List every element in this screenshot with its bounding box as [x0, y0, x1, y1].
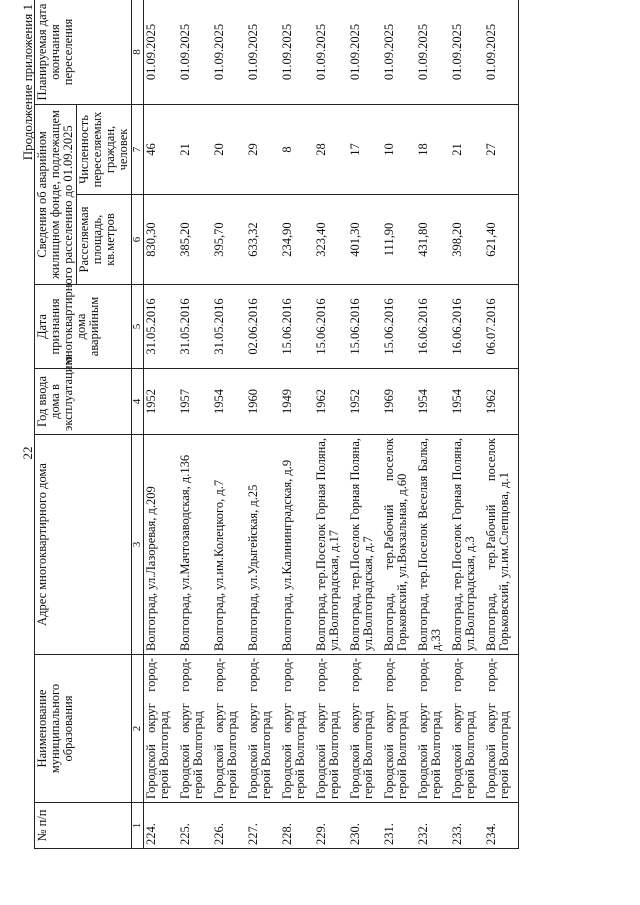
year-cell: 1954	[212, 369, 246, 435]
municipality-cell: Городской округ город-герой Волгоград	[212, 655, 246, 803]
table-row	[484, 0, 519, 849]
people-cell: 21	[178, 104, 212, 194]
year-cell: 1962	[314, 369, 348, 435]
area-cell: 111,90	[382, 195, 416, 285]
people-cell: 46	[144, 104, 179, 194]
people-cell: 29	[246, 104, 280, 194]
planned-date-cell: 01.09.2025	[178, 0, 212, 104]
area-cell: 830,30	[144, 195, 179, 285]
people-cell: 28	[314, 104, 348, 194]
area-cell: 431,80	[416, 195, 450, 285]
municipality-cell: Городской округ город-герой Волгоград	[484, 655, 519, 803]
address-cell: Волгоград, ул.Калининградская, д.9	[280, 435, 314, 655]
row-number: 233.	[450, 803, 484, 849]
column-number: 6	[132, 195, 144, 285]
municipality-cell: Городской округ город-герой Волгоград	[416, 655, 450, 803]
address-cell: Волгоград, ул.Удыгейская, д.25	[246, 435, 280, 655]
people-cell: 18	[416, 104, 450, 194]
header-municipality: Наименование муниципального образования	[35, 655, 132, 803]
year-cell: 1954	[450, 369, 484, 435]
column-number: 4	[132, 369, 144, 435]
table-row	[212, 0, 246, 849]
table-row	[178, 0, 212, 849]
planned-date-cell: 01.09.2025	[484, 0, 519, 104]
column-number: 8	[132, 0, 144, 104]
recognition-date-cell: 31.05.2016	[178, 285, 212, 369]
header-area: Расселяемая площадь, кв.метров	[77, 195, 132, 285]
planned-date-cell: 01.09.2025	[314, 0, 348, 104]
planned-date-cell: 01.09.2025	[280, 0, 314, 104]
year-cell: 1949	[280, 369, 314, 435]
recognition-date-cell: 31.05.2016	[212, 285, 246, 369]
year-cell: 1952	[144, 369, 179, 435]
header-year: Год ввода дома в эксплуатацию	[35, 369, 132, 435]
municipality-cell: Городской округ город-герой Волгоград	[178, 655, 212, 803]
header-address: Адрес многоквартирного дома	[35, 435, 132, 655]
people-cell: 20	[212, 104, 246, 194]
recognition-date-cell: 16.06.2016	[416, 285, 450, 369]
header-num: № п/п	[35, 803, 132, 849]
area-cell: 633,32	[246, 195, 280, 285]
recognition-date-cell: 15.06.2016	[280, 285, 314, 369]
address-cell: Волгоград, тер.Поселок Веселая Балка, д.33	[416, 435, 450, 655]
area-cell: 395,70	[212, 195, 246, 285]
recognition-date-cell: 16.06.2016	[450, 285, 484, 369]
row-number: 232.	[416, 803, 450, 849]
address-cell: Волгоград, ул.Лазоревая, д.209	[144, 435, 179, 655]
table-row	[314, 0, 348, 849]
planned-date-cell: 01.09.2025	[450, 0, 484, 104]
table-row	[416, 0, 450, 849]
people-cell: 27	[484, 104, 519, 194]
column-number: 3	[132, 435, 144, 655]
year-cell: 1960	[246, 369, 280, 435]
recognition-date-cell: 06.07.2016	[484, 285, 519, 369]
address-cell: Волгоград, тер.Поселок Горная Поляна, ул.Волгоградская, д.17	[314, 435, 348, 655]
recognition-date-cell: 15.06.2016	[382, 285, 416, 369]
table-row	[280, 0, 314, 849]
row-number: 224.	[144, 803, 179, 849]
row-number: 234.	[484, 803, 519, 849]
row-number: 227.	[246, 803, 280, 849]
row-number: 231.	[382, 803, 416, 849]
planned-date-cell: 01.09.2025	[144, 0, 179, 104]
address-cell: Волгоград, ул.Мачтозаводская, д.136	[178, 435, 212, 655]
year-cell: 1954	[416, 369, 450, 435]
people-cell: 21	[450, 104, 484, 194]
table-row	[382, 0, 416, 849]
people-cell: 17	[348, 104, 382, 194]
area-cell: 234,90	[280, 195, 314, 285]
people-cell: 8	[280, 104, 314, 194]
year-cell: 1952	[348, 369, 382, 435]
planned-date-cell: 01.09.2025	[382, 0, 416, 104]
planned-date-cell: 01.09.2025	[416, 0, 450, 104]
header-people: Численность переселяемых граждан, человек	[77, 104, 132, 194]
address-cell: Волгоград, тер.Поселок Горная Поляна, ул.Волгоградская, д.7	[348, 435, 382, 655]
planned-date-cell: 01.09.2025	[212, 0, 246, 104]
recognition-date-cell: 02.06.2016	[246, 285, 280, 369]
address-cell: Волгоград, тер.Поселок Горная Поляна, ул.Волгоградская, д.3	[450, 435, 484, 655]
address-cell: Волгоград, ул.им.Колецкого, д.7	[212, 435, 246, 655]
area-cell: 385,20	[178, 195, 212, 285]
column-number: 7	[132, 104, 144, 194]
header-planned-date: Планируемая дата окончания переселения	[35, 0, 132, 104]
emergency-housing-table	[34, 0, 519, 849]
column-number: 5	[132, 285, 144, 369]
column-number: 2	[132, 655, 144, 803]
year-cell: 1962	[484, 369, 519, 435]
table-row	[348, 0, 382, 849]
planned-date-cell: 01.09.2025	[246, 0, 280, 104]
recognition-date-cell: 31.05.2016	[144, 285, 179, 369]
address-cell: Волгоград, тер.Рабочий поселок Горьковский, ул.Вокзальная, д.60	[382, 435, 416, 655]
table-row	[144, 0, 179, 849]
municipality-cell: Городской округ город-герой Волгоград	[348, 655, 382, 803]
header-emergency-fund: Сведения об аварийном жилищном фонде, подлежащем расселению до 01.09.2025	[35, 104, 77, 284]
people-cell: 10	[382, 104, 416, 194]
area-cell: 398,20	[450, 195, 484, 285]
municipality-cell: Городской округ город-герой Волгоград	[314, 655, 348, 803]
page-number: 22	[20, 446, 35, 460]
row-number: 228.	[280, 803, 314, 849]
area-cell: 401,30	[348, 195, 382, 285]
table-row	[450, 0, 484, 849]
row-number: 229.	[314, 803, 348, 849]
row-number: 230.	[348, 803, 382, 849]
municipality-cell: Городской округ город-герой Волгоград	[450, 655, 484, 803]
area-cell: 621,40	[484, 195, 519, 285]
address-cell: Волгоград, тер.Рабочий поселок Горьковский, ул.им.Слепцова, д.1	[484, 435, 519, 655]
year-cell: 1969	[382, 369, 416, 435]
year-cell: 1957	[178, 369, 212, 435]
area-cell: 323,40	[314, 195, 348, 285]
recognition-date-cell: 15.06.2016	[348, 285, 382, 369]
table-row	[246, 0, 280, 849]
municipality-cell: Городской округ город-герой Волгоград	[144, 655, 179, 803]
recognition-date-cell: 15.06.2016	[314, 285, 348, 369]
row-number: 226.	[212, 803, 246, 849]
municipality-cell: Городской округ город-герой Волгоград	[246, 655, 280, 803]
column-number: 1	[132, 803, 144, 849]
planned-date-cell: 01.09.2025	[348, 0, 382, 104]
continuation-note: Продолжение приложения 1	[20, 4, 35, 161]
row-number: 225.	[178, 803, 212, 849]
municipality-cell: Городской округ город-герой Волгоград	[280, 655, 314, 803]
municipality-cell: Городской округ город-герой Волгоград	[382, 655, 416, 803]
header-recognition-date: Дата признания многоквартирного дома аварийным	[35, 285, 132, 369]
